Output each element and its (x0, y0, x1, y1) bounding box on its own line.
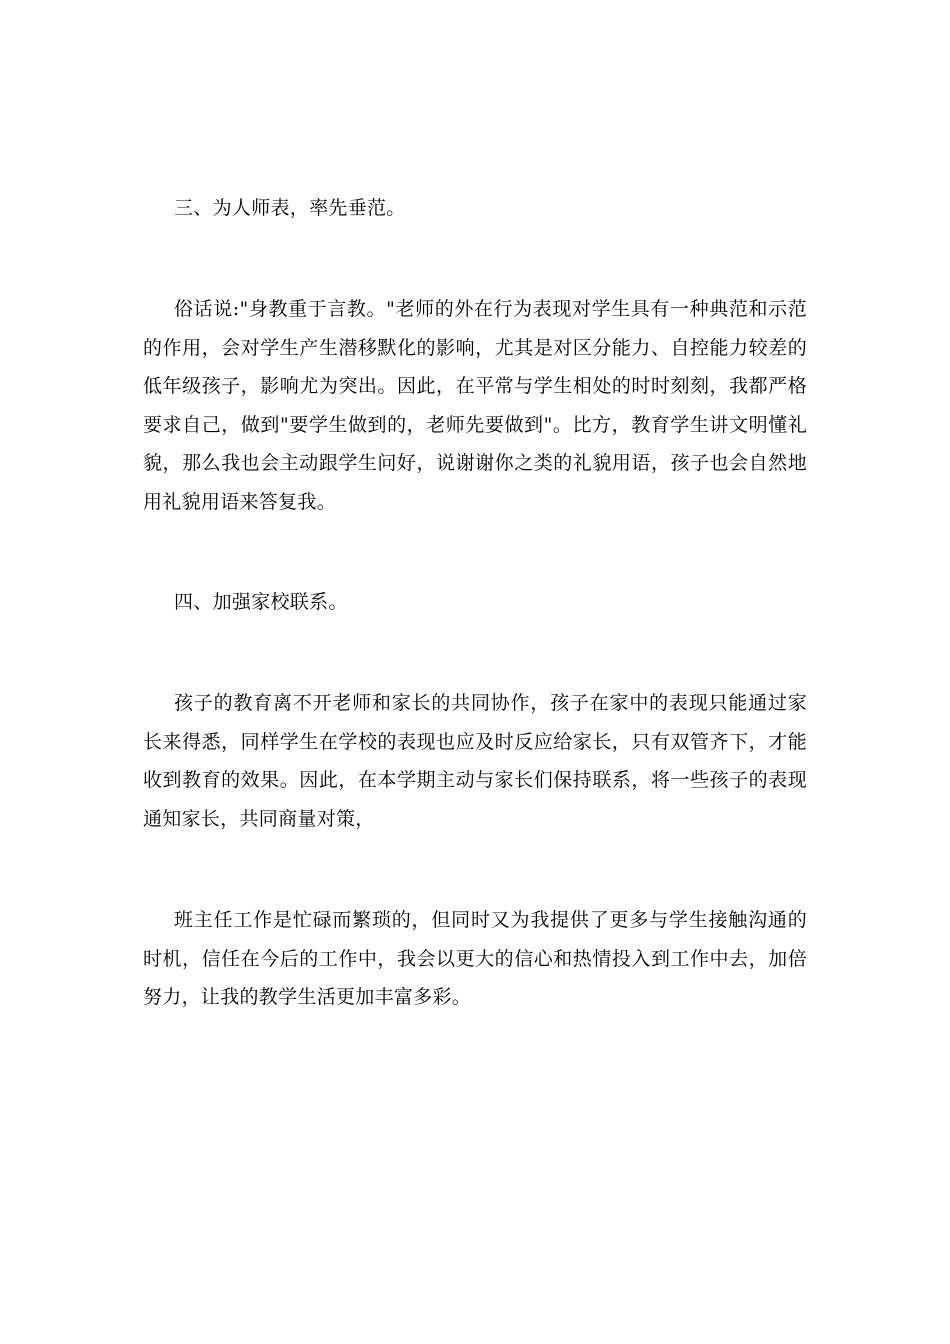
section-heading-4: 四、加强家校联系。 (174, 591, 348, 613)
paragraph-conclusion: 班主任工作是忙碌而繁琐的，但同时又为我提供了更多与学生接触沟通的时机，信任在今后的工作中，我会以更大的信心和热情投入到工作中去，加倍努力，让我的教学生活更加丰富多彩。 (143, 909, 807, 1008)
section-heading-3: 三、为人师表，率先垂范。 (174, 197, 406, 219)
paragraph-home-school-contact: 孩子的教育离不开老师和家长的共同协作，孩子在家中的表现只能通过家长来得悉，同样学生在学校的表现也应及时反应给家长，只有双管齐下，才能收到教育的效果。因此，在本学期主动与家长们保持联系，将一些孩子的表现通知家长，共同商量对策， (143, 692, 807, 830)
paragraph-teacher-example: 俗话说:"身教重于言教。"老师的外在行为表现对学生具有一种典范和示范的作用，会对学生产生潜移默化的影响，尤其是对区分能力、自控能力较差的低年级孩子，影响尤为突出。因此，在平常与学生相处的时时刻刻，我都严格要求自己，做到"要学生做到的，老师先要做到"。比方，教育学生讲文明懂礼貌，那么我也会主动跟学生问好，说谢谢你之类的礼貌用语，孩子也会自然地用礼貌用语来答复我。 (143, 298, 807, 513)
